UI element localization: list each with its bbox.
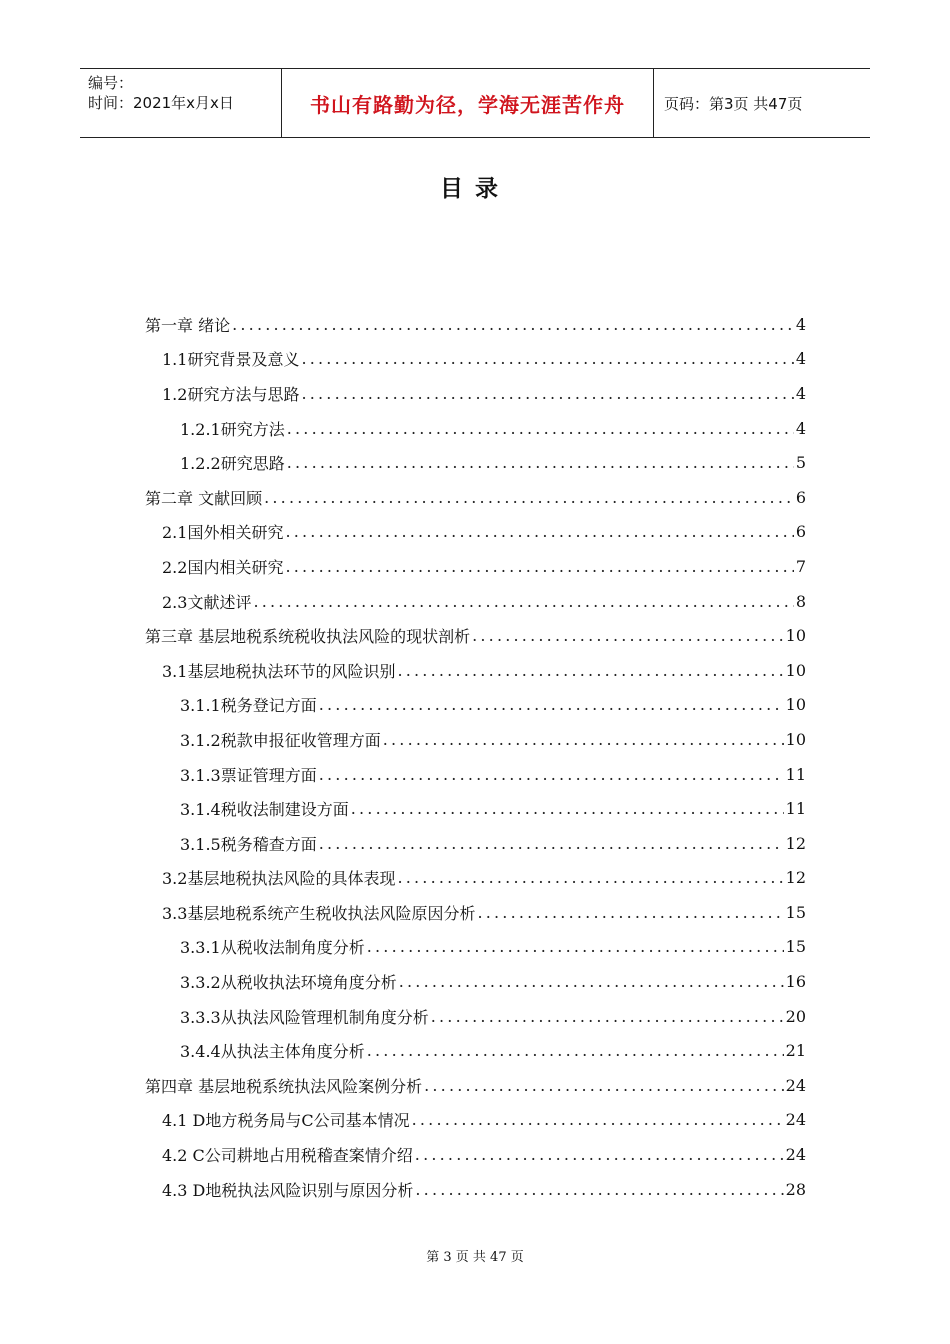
toc-entry[interactable] bbox=[145, 861, 806, 896]
header-meta-cell bbox=[80, 69, 282, 137]
toc-dot-leader bbox=[264, 488, 794, 507]
toc-dot-leader bbox=[319, 765, 784, 784]
toc-entry[interactable] bbox=[145, 376, 806, 411]
toc-entry-page: 5 bbox=[795, 453, 806, 473]
toc-entry[interactable] bbox=[145, 930, 806, 965]
toc-entry[interactable] bbox=[145, 618, 806, 653]
toc-entry-page: 12 bbox=[785, 868, 806, 888]
toc-entry-label: 4.1 D地方税务局与C公司基本情况 bbox=[162, 1111, 410, 1131]
toc-entry-label: 3.1.5税务稽查方面 bbox=[180, 834, 317, 854]
toc-entry-page: 16 bbox=[785, 972, 806, 992]
toc-entry-page: 11 bbox=[785, 799, 806, 819]
toc-entry-label: 3.1.4税收法制建设方面 bbox=[180, 800, 349, 820]
toc-entry[interactable] bbox=[145, 1033, 806, 1068]
toc-entry-page: 21 bbox=[785, 1041, 806, 1061]
toc-entry-page: 11 bbox=[785, 764, 806, 784]
toc-dot-leader bbox=[301, 384, 793, 403]
toc-dot-leader bbox=[412, 1110, 784, 1129]
header-motto-cell bbox=[282, 69, 654, 137]
toc-entry-page: 4 bbox=[795, 314, 806, 334]
toc-entry[interactable] bbox=[145, 1068, 806, 1103]
toc-entry[interactable] bbox=[145, 342, 806, 377]
toc-entry-page: 4 bbox=[795, 349, 806, 369]
toc-dot-leader bbox=[319, 695, 784, 714]
toc-entry[interactable] bbox=[145, 791, 806, 826]
toc-entry-page: 24 bbox=[785, 1110, 806, 1130]
toc-entry-page: 10 bbox=[785, 660, 806, 680]
toc-dot-leader bbox=[287, 453, 794, 472]
toc-entry-label: 1.2.1研究方法 bbox=[180, 419, 285, 439]
toc-entry[interactable] bbox=[145, 515, 806, 550]
header-page-cell bbox=[654, 69, 870, 137]
toc-entry-label: 3.4.4从执法主体角度分析 bbox=[180, 1042, 365, 1062]
toc-dot-leader bbox=[232, 315, 794, 334]
toc-entry-label: 3.1基层地税执法环节的风险识别 bbox=[162, 661, 396, 681]
toc-entry-page: 20 bbox=[785, 1006, 806, 1026]
toc-entry[interactable] bbox=[145, 584, 806, 619]
toc-entry[interactable] bbox=[145, 826, 806, 861]
toc-entry-label: 4.3 D地税执法风险识别与原因分析 bbox=[162, 1180, 414, 1200]
toc-entry-label: 1.1研究背景及意义 bbox=[162, 350, 300, 370]
table-of-contents bbox=[145, 307, 806, 1206]
toc-entry-page: 24 bbox=[785, 1075, 806, 1095]
toc-dot-leader bbox=[253, 592, 793, 611]
toc-entry-label: 第二章 文献回顾 bbox=[145, 488, 263, 508]
toc-entry-label: 第一章 绪论 bbox=[145, 315, 231, 335]
toc-dot-leader bbox=[287, 419, 794, 438]
toc-entry-label: 3.3基层地税系统产生税收执法风险原因分析 bbox=[162, 903, 476, 923]
toc-entry-label: 3.3.1从税收法制角度分析 bbox=[180, 938, 365, 958]
toc-entry-page: 6 bbox=[795, 522, 806, 542]
toc-entry-page: 4 bbox=[795, 383, 806, 403]
toc-dot-leader bbox=[301, 349, 793, 368]
toc-dot-leader bbox=[477, 903, 783, 922]
toc-entry-label: 1.2.2研究思路 bbox=[180, 454, 285, 474]
toc-entry-label: 2.2国内相关研究 bbox=[162, 557, 284, 577]
toc-entry-page: 28 bbox=[785, 1179, 806, 1199]
toc-entry[interactable] bbox=[145, 722, 806, 757]
toc-entry-label: 1.2研究方法与思路 bbox=[162, 384, 300, 404]
toc-entry-page: 4 bbox=[795, 418, 806, 438]
toc-entry-label: 第三章 基层地税系统税收执法风险的现状剖析 bbox=[145, 627, 471, 647]
toc-dot-leader bbox=[351, 799, 784, 818]
toc-entry[interactable] bbox=[145, 895, 806, 930]
toc-entry[interactable] bbox=[145, 411, 806, 446]
toc-entry-page: 15 bbox=[785, 937, 806, 957]
toc-entry-page: 6 bbox=[795, 487, 806, 507]
toc-entry-label: 3.1.1税务登记方面 bbox=[180, 696, 317, 716]
toc-entry-label: 2.1国外相关研究 bbox=[162, 523, 284, 543]
toc-entry[interactable] bbox=[145, 1103, 806, 1138]
toc-entry-page: 12 bbox=[785, 833, 806, 853]
toc-entry-label: 第四章 基层地税系统执法风险案例分析 bbox=[145, 1076, 423, 1096]
toc-entry-label: 3.3.3从执法风险管理机制角度分析 bbox=[180, 1007, 429, 1027]
toc-dot-leader bbox=[367, 1041, 784, 1060]
time-label: 时间：2021年x月x日 bbox=[88, 94, 234, 112]
toc-dot-leader bbox=[397, 661, 783, 680]
toc-entry[interactable] bbox=[145, 653, 806, 688]
toc-dot-leader bbox=[399, 972, 784, 991]
page-header bbox=[80, 68, 870, 138]
toc-entry[interactable] bbox=[145, 964, 806, 999]
toc-entry[interactable] bbox=[145, 480, 806, 515]
toc-entry[interactable] bbox=[145, 1137, 806, 1172]
toc-entry-label: 3.1.2税款申报征收管理方面 bbox=[180, 730, 381, 750]
toc-dot-leader bbox=[285, 557, 793, 576]
toc-entry-label: 3.3.2从税收执法环境角度分析 bbox=[180, 973, 397, 993]
toc-dot-leader bbox=[319, 834, 784, 853]
toc-entry-page: 10 bbox=[785, 695, 806, 715]
motto-text: 书山有路勤为径，学海无涯苦作舟 bbox=[310, 92, 625, 117]
toc-entry[interactable] bbox=[145, 688, 806, 723]
toc-dot-leader bbox=[431, 1007, 784, 1026]
toc-dot-leader bbox=[367, 937, 784, 956]
toc-entry[interactable] bbox=[145, 549, 806, 584]
header-page-label: 页码：第3页 共47页 bbox=[664, 94, 803, 113]
toc-dot-leader bbox=[415, 1145, 784, 1164]
toc-entry-page: 15 bbox=[785, 902, 806, 922]
toc-entry-label: 3.2基层地税执法风险的具体表现 bbox=[162, 869, 396, 889]
toc-entry-label: 4.2 C公司耕地占用税稽查案情介绍 bbox=[162, 1146, 413, 1166]
toc-entry-page: 7 bbox=[795, 556, 806, 576]
toc-dot-leader bbox=[424, 1076, 784, 1095]
toc-entry[interactable] bbox=[145, 999, 806, 1034]
toc-dot-leader bbox=[383, 730, 784, 749]
toc-dot-leader bbox=[397, 868, 783, 887]
toc-entry[interactable] bbox=[145, 757, 806, 792]
toc-entry[interactable] bbox=[145, 1172, 806, 1207]
toc-entry[interactable] bbox=[145, 445, 806, 480]
toc-dot-leader bbox=[285, 522, 793, 541]
toc-entry-page: 10 bbox=[785, 729, 806, 749]
toc-dot-leader bbox=[415, 1180, 783, 1199]
toc-entry-label: 2.3文献述评 bbox=[162, 592, 252, 612]
toc-entry-page: 10 bbox=[785, 626, 806, 646]
toc-entry-page: 8 bbox=[795, 591, 806, 611]
serial-number-label: 编号： bbox=[88, 74, 134, 92]
toc-entry-label: 3.1.3票证管理方面 bbox=[180, 765, 317, 785]
toc-dot-leader bbox=[472, 626, 784, 645]
page-footer: 第 3 页 共 47 页 bbox=[426, 1250, 524, 1265]
toc-entry[interactable] bbox=[145, 307, 806, 342]
page-title: 目录 bbox=[440, 176, 510, 202]
toc-entry-page: 24 bbox=[785, 1145, 806, 1165]
